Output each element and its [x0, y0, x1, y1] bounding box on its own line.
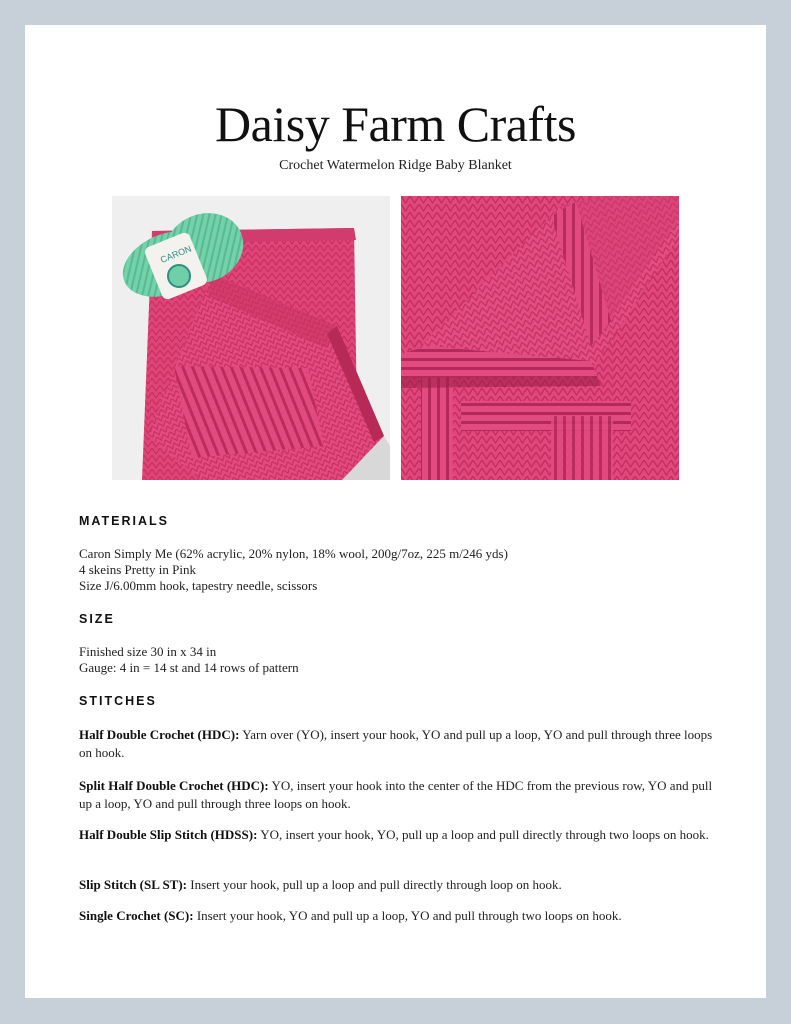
size-line: Gauge: 4 in = 14 st and 14 rows of pattern: [79, 660, 299, 675]
svg-text:CARON: CARON: [158, 243, 193, 265]
stitch-text: YO, insert your hook, YO, pull up a loop and pull directly through two loops on hook.: [257, 827, 709, 842]
materials-line: Size J/6.00mm hook, tapestry needle, scissors: [79, 578, 318, 593]
stitch-definition: [79, 826, 717, 844]
blanket-closeup-photo: [401, 196, 679, 480]
stitch-definition: [79, 876, 717, 894]
materials-line: 4 skeins Pretty in Pink: [79, 562, 197, 577]
stitch-text: Insert your hook, YO and pull up a loop, YO and pull through two loops on hook.: [193, 908, 622, 923]
stitch-term: Slip Stitch (SL ST):: [79, 877, 188, 892]
stitch-term: Split Half Double Crochet (HDC):: [79, 778, 269, 793]
materials-heading: MATERIALS: [79, 514, 169, 528]
stitch-term: Half Double Slip Stitch (HDSS):: [79, 827, 258, 842]
size-line: Finished size 30 in x 34 in: [79, 644, 217, 659]
stitch-text: Insert your hook, pull up a loop and pull directly through loop on hook.: [187, 877, 562, 892]
stitch-text: YO, insert your hook into the center of the HDC from the previous row, YO and pull up a loop, YO and pull through three loops on hook.: [79, 778, 713, 811]
blanket-photo-with-yarn: [112, 196, 390, 480]
stitch-definition: [79, 907, 717, 925]
stitch-term: Half Double Crochet (HDC):: [79, 727, 240, 742]
stitch-text: Yarn over (YO), insert your hook, YO and pull up a loop, YO and pull through three loops on hook.: [79, 727, 713, 760]
size-heading: SIZE: [79, 612, 115, 626]
pattern-subtitle: Crochet Watermelon Ridge Baby Blanket: [279, 158, 512, 173]
materials-line: Caron Simply Me (62% acrylic, 20% nylon, 18% wool, 200g/7oz, 225 m/246 yds): [79, 546, 508, 561]
stitch-definition: [79, 777, 717, 812]
brand-title: Daisy Farm Crafts: [215, 96, 576, 152]
stitch-definition: [79, 726, 717, 761]
stitch-term: Single Crochet (SC):: [79, 908, 194, 923]
document-page: [25, 25, 766, 998]
stitches-heading: STITCHES: [79, 694, 157, 708]
